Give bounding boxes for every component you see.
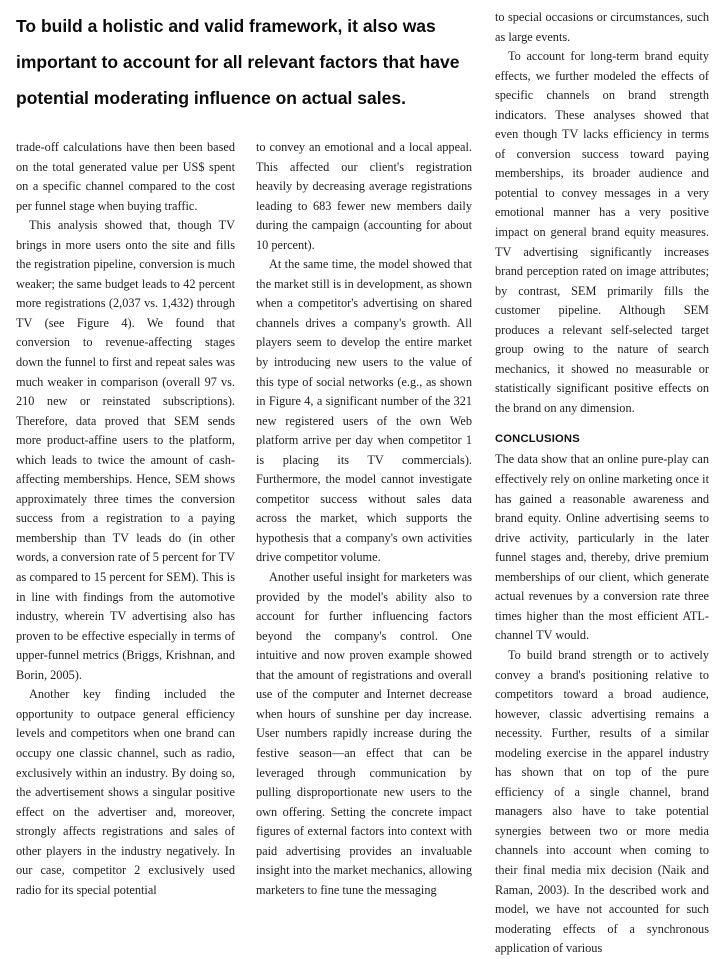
text-column-2 bbox=[256, 138, 472, 900]
paragraph: Another key finding included the opportunity to outpace general efficiency levels and competitors when one brand can occupy one classic channel, such as radio, exclusively within an industry. By doing so, the advertisement shows a singular positive effect on the advertiser and, moreover, strongly affects registrations and sales of other players in the industry negatively. In our case, competitor 2 exclusively used radio for its special potential bbox=[16, 687, 235, 897]
paragraph: At the same time, the model showed that the market still is in development, as shown when a competitor's advertising on shared channels drives a company's growth. All players seem to develop the entire market by introducing new users to the value of this type of social networks (e.g., as shown in Figure 4, a significant number of the 321 new registered users of the own Web platform arrive per day when competitor 1 is placing its TV commercials). Furthermore, the model cannot investigate competitor success without sales data across the market, which supports the hypothesis that a company's own activities drive competitor volume. bbox=[256, 257, 472, 565]
section-heading-conclusions: CONCLUSIONS bbox=[495, 433, 580, 446]
paragraph: Another useful insight for marketers was provided by the model's ability also to account for further influencing factors beyond the company's control. One intuitive and now proven example showed that the amount of registrations and overall use of the computer and Internet decrease when hours of sunshine per day increase. User numbers rapidly increase during the festive season—an effect that can be leveraged through communication by pulling disproportionate new users to the own offering. Setting the concrete impact figures of external factors into context with paid advertising provides an invaluable insight into the market mechanics, allowing marketers to fine tune the messaging bbox=[256, 570, 472, 897]
paragraph: to convey an emotional and a local appeal. This affected our client's registration heavily by decreasing average registrations leading to 683 fewer new members daily during the campaign (accounting for about 10 percent). bbox=[256, 140, 472, 252]
paragraph: To account for long-term brand equity effects, we further modeled the effects of specific channels on brand strength indicators. These analyses showed that even though TV lacks efficiency in terms of conversion success toward paying memberships, its broader audience and potential to convey messages in a very emotional manner has a very positive impact on general brand equity measures. TV advertising significantly increases brand perception rated on image attributes; by contrast, SEM primarily fills the customer pipeline. Although SEM produces a relevant self-selected target group owing to the nature of search mechanics, it showed no measurable or statistically significant positive effects on the brand on any dimension. bbox=[495, 49, 709, 415]
paragraph: The data show that an online pure-play can effectively rely on online marketing once it has gained a reasonable awareness and brand equity. Online advertising seems to drive activity, particularly in the later funnel stages and, thereby, drive premium memberships of our client, which generate actual revenues by a conversion rate three times higher than the most efficient ATL-channel TV would. bbox=[495, 452, 709, 643]
text-column-3 bbox=[495, 8, 709, 959]
paragraph: This analysis showed that, though TV brings in more users onto the site and fills the registration pipeline, conversion is much weaker; the same budget leads to 42 percent more registrations (2,037 vs. 1,432) through TV (see Figure 4). We found that conversion to revenue-affecting stages down the funnel to first and repeat sales was much weaker in comparison (overall 97 vs. 210 new or reinstated subscriptions). Therefore, data proved that SEM sends more product-affine users to the platform, which leads to twice the amount of cash-affecting memberships. Hence, SEM shows approximately three times the conversion success from a registration to a paying membership than TV leads do (in other words, a conversion rate of 5 percent for TV as compared to 15 percent for SEM). This is in line with findings from the automotive industry, wherein TV advertising also has proven to be effective especially in terms of upper-funnel metrics (Briggs, Krishnan, and Borin, 2005). bbox=[16, 218, 235, 682]
paragraph: To build brand strength or to actively convey a brand's positioning relative to competitors toward a broad audience, however, classic advertising remains a necessity. Further, results of a similar modeling exercise in the apparel industry has shown that on top of the pure efficiency of a single channel, brand managers also have to take potential synergies between two or more media channels into account when coming to their final media mix decision (Naik and Raman, 2003). In the described work and model, we have not accounted for such moderating effects of a synchronous application of various bbox=[495, 647, 709, 956]
paragraph: trade-off calculations have then been based on the total generated value per US$ spent on a specific channel compared to the cost per funnel stage when buying traffic. bbox=[16, 140, 235, 213]
text-column-1 bbox=[16, 138, 235, 900]
pull-quote: To build a holistic and valid framework, it also was important to account for all relevant factors that have potential moderating influence on actual sales. bbox=[16, 16, 460, 108]
paragraph: to special occasions or circumstances, such as large events. bbox=[495, 10, 709, 44]
